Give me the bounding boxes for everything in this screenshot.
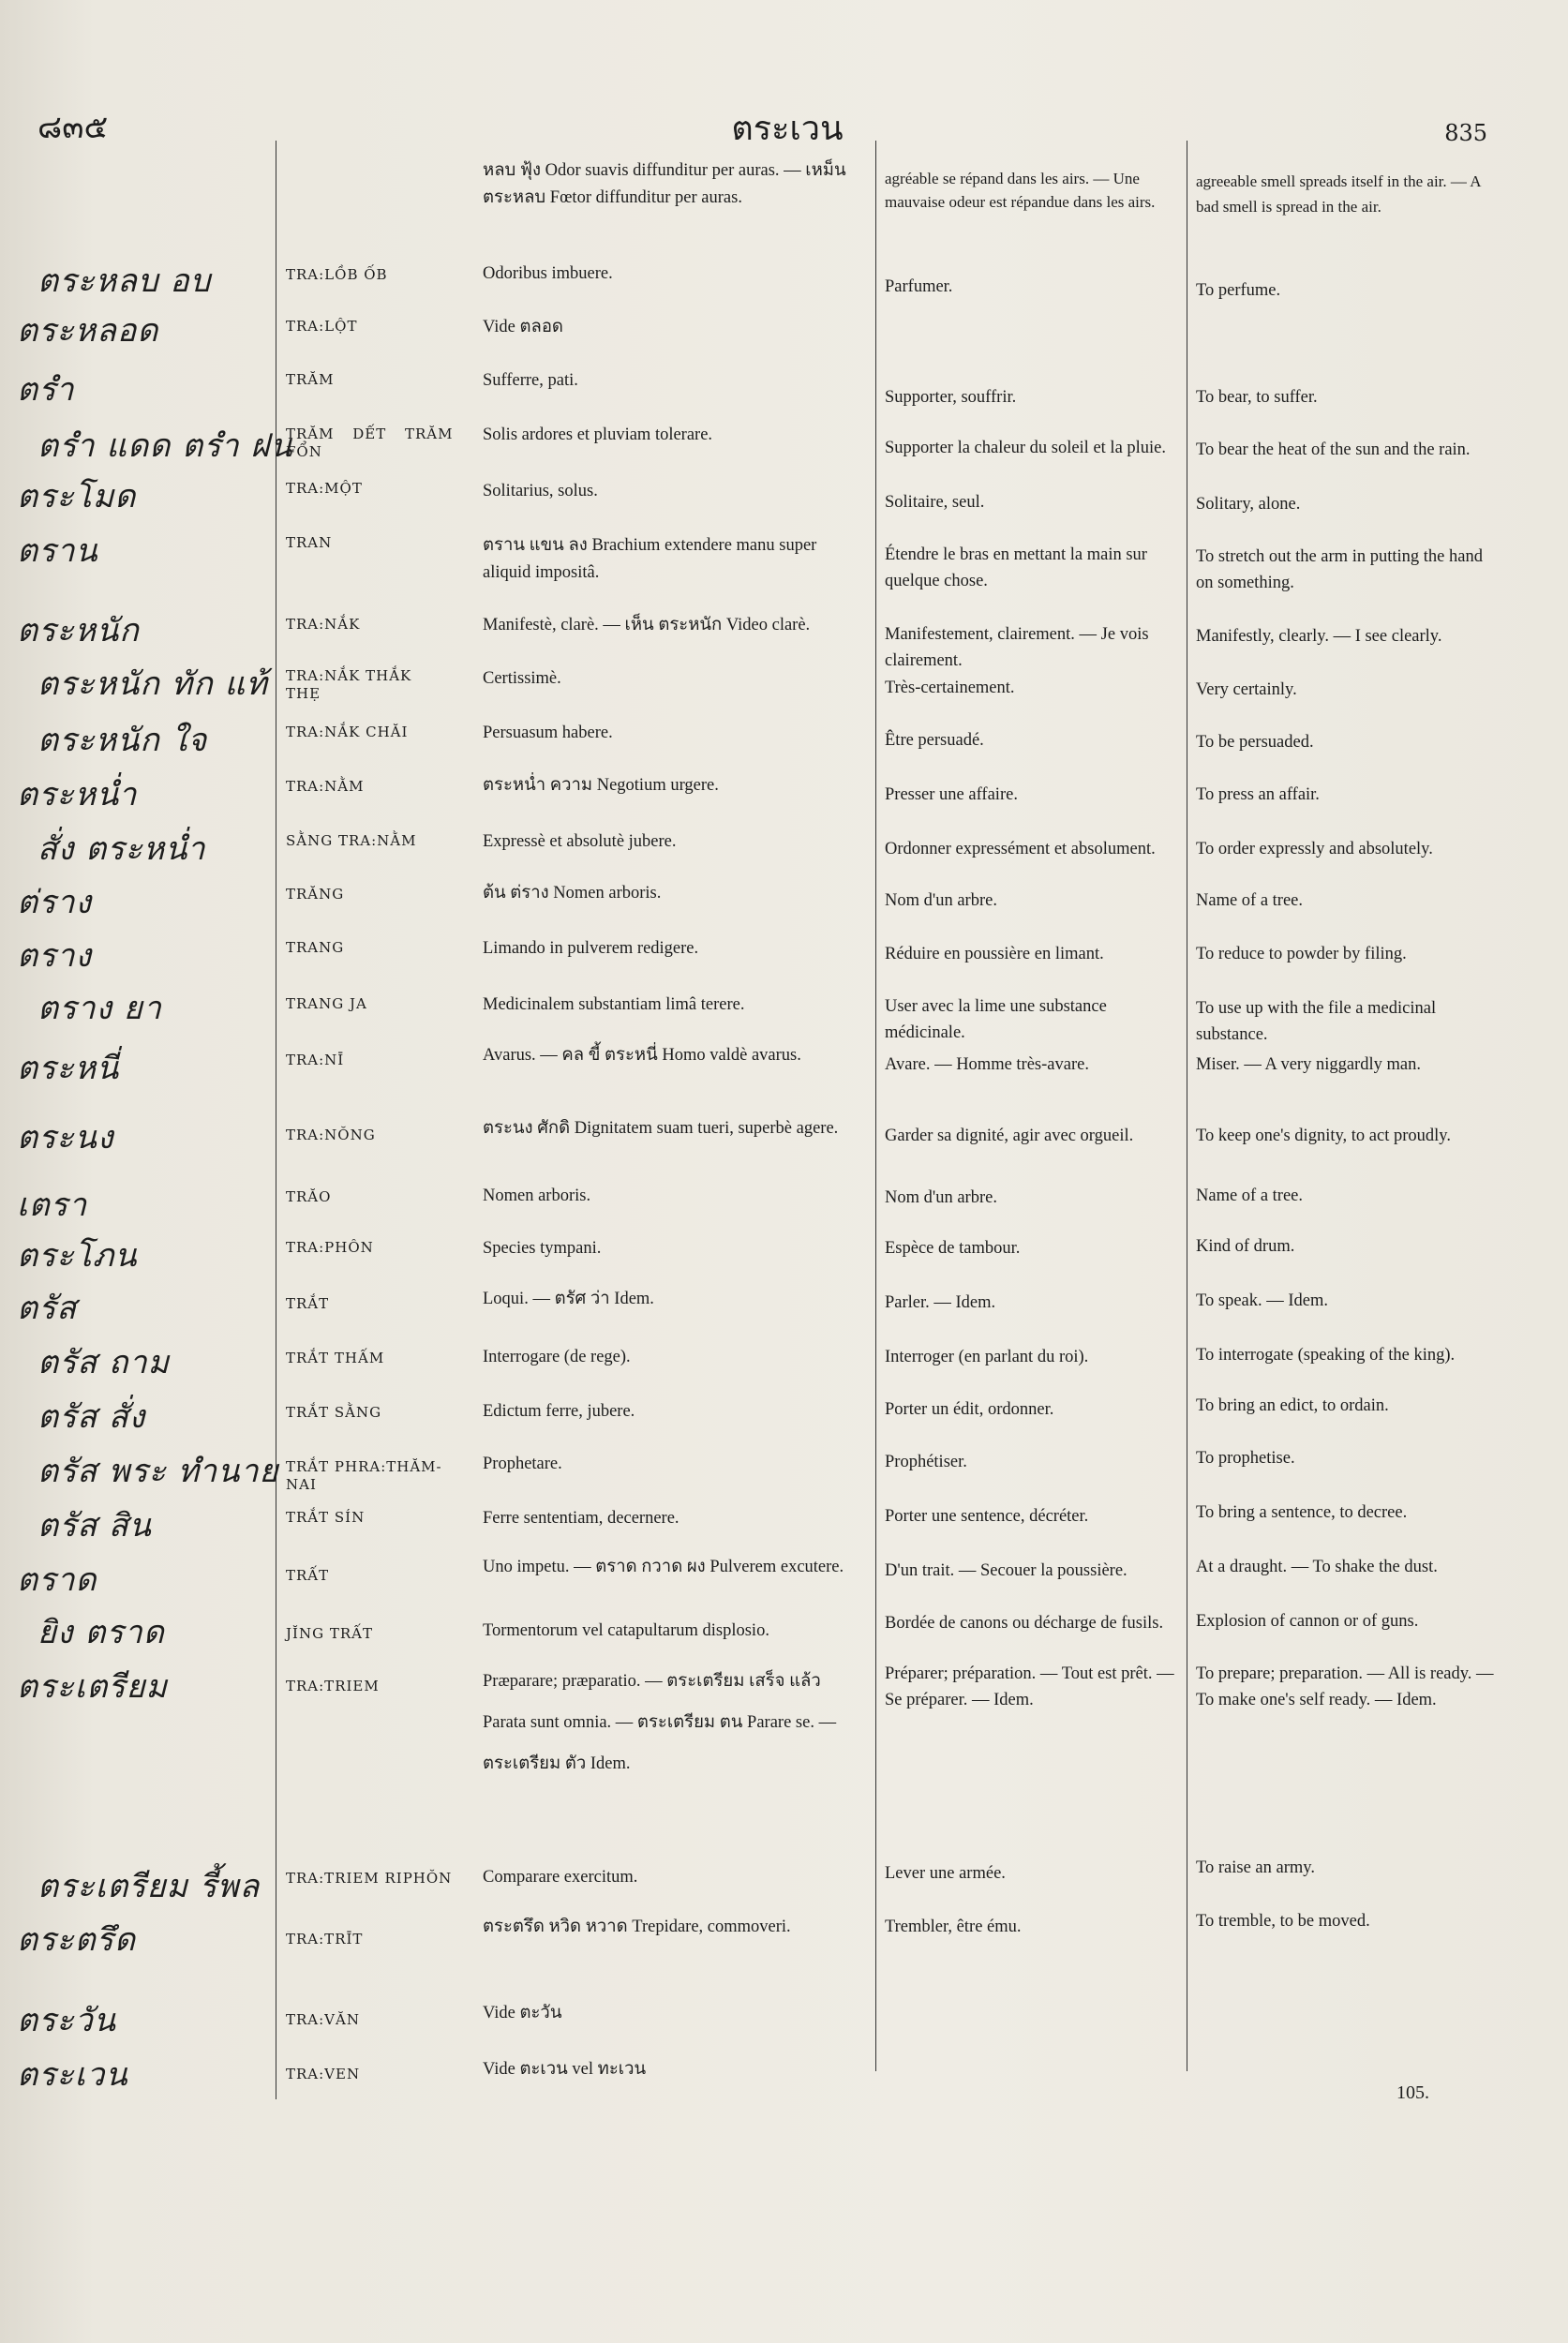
pronunciation: TRA:NẮK [286, 616, 361, 633]
thai-headword: ตระเตรียม [17, 1668, 168, 1706]
french-continuation: agréable se répand dans les airs. — Une mauvaise odeur est répandue dans les airs. [885, 170, 1156, 211]
latin-definition: Uno impetu. — ตราด กวาด ผง Pulverem excutere. [483, 1558, 844, 1576]
latin-definition: ตระหน่ำ ความ Negotium urgere. [483, 776, 719, 795]
thai-headword: ตระโภน [17, 1237, 138, 1275]
english-definition: To bring a sentence, to decree. [1196, 1503, 1408, 1522]
french-definition: Espèce de tambour. [885, 1239, 1021, 1258]
pronunciation: TRA:TRIEM RIPHŎN [286, 1870, 453, 1887]
latin-definition: Species tympani. [483, 1239, 602, 1258]
english-definition: To bear the heat of the sun and the rain. [1196, 440, 1471, 459]
pronunciation: TRA:NẮK CHĂI [286, 724, 409, 740]
thai-headword: ตระโมด [17, 478, 137, 515]
french-definition: Bordée de canons ou décharge de fusils. [885, 1614, 1164, 1633]
english-definition: Kind of drum. [1196, 1237, 1295, 1256]
french-definition: Interroger (en parlant du roi). [885, 1348, 1089, 1366]
pronunciation: TRA:VEN [286, 2066, 361, 2082]
english-definition: To keep one's dignity, to act proudly. [1196, 1127, 1451, 1145]
pronunciation: TRANG JA [286, 995, 367, 1012]
latin-definition: Prophetare. [483, 1455, 562, 1473]
pronunciation: SẰNG TRA:NẰM [286, 832, 417, 849]
latin-definition: Tormentorum vel catapultarum displosio. [483, 1621, 769, 1640]
pronunciation: TRA:NŎNG [286, 1127, 376, 1143]
french-definition: Avare. — Homme très-avare. [885, 1055, 1089, 1074]
latin-definition: Limando in pulverem redigere. [483, 939, 699, 958]
english-definition: To bear, to suffer. [1196, 388, 1318, 407]
french-definition: Étendre le bras en mettant la main sur quelque chose. [885, 545, 1147, 590]
latin-definition: Solitarius, solus. [483, 482, 598, 500]
french-definition: Trembler, être ému. [885, 1918, 1022, 1936]
english-definition: Very certainly. [1196, 680, 1297, 699]
latin-definition: Persuasum habere. [483, 724, 613, 742]
english-definition: Explosion of cannon or of guns. [1196, 1612, 1419, 1631]
running-headword: ตระเวน [731, 110, 844, 148]
latin-definition: Edictum ferre, jubere. [483, 1402, 635, 1421]
latin-definition: Ferre sententiam, decernere. [483, 1509, 679, 1528]
french-definition: Porter une sentence, décréter. [885, 1507, 1089, 1526]
latin-definition: Odoribus imbuere. [483, 264, 613, 283]
latin-definition: Medicinalem substantiam limâ terere. [483, 995, 745, 1014]
french-definition: Très-certainement. [885, 679, 1015, 697]
english-definition: To order expressly and absolutely. [1196, 840, 1433, 858]
latin-definition: Avarus. — คล ขี้ ตระหนี่ Homo valdè avarus. [483, 1046, 801, 1065]
french-definition: Presser une affaire. [885, 785, 1018, 804]
french-definition: Manifestement, clairement. — Je vois clairement. [885, 625, 1149, 670]
english-definition: To raise an army. [1196, 1858, 1315, 1877]
french-definition: Porter un édit, ordonner. [885, 1400, 1054, 1419]
pronunciation: TRA:MỘT [286, 480, 363, 497]
english-definition: To perfume. [1196, 281, 1281, 300]
pronunciation: TRA:NẰM [286, 778, 365, 795]
thai-headword: ตระหนัก [17, 612, 140, 649]
thai-headword: สั่ง ตระหน่ำ [37, 830, 206, 868]
thai-headword: ตระหนัก ทัก แท้ [37, 665, 268, 703]
english-definition: To be persuaded. [1196, 733, 1314, 752]
latin-definition: Manifestè, clarè. — เห็น ตระหนัก Video clarè. [483, 616, 811, 634]
french-definition: Être persuadé. [885, 731, 984, 750]
page-number: 835 [1444, 120, 1487, 146]
page-number-thai: ๘๓๕ [37, 109, 109, 146]
latin-definition: ตระตรึด หวิด หวาด Trepidare, commoveri. [483, 1918, 791, 1936]
english-definition: Manifestly, clearly. — I see clearly. [1196, 627, 1442, 646]
pronunciation: TRA:TRĪT [286, 1931, 364, 1948]
thai-headword: ตรัส สิน [37, 1507, 152, 1545]
french-definition: Solitaire, seul. [885, 493, 985, 512]
english-definition: To bring an edict, to ordain. [1196, 1396, 1389, 1415]
english-definition: To speak. — Idem. [1196, 1291, 1329, 1310]
english-definition: To press an affair. [1196, 785, 1320, 804]
latin-definition: ต้น ต่ราง Nomen arboris. [483, 884, 662, 903]
pronunciation: TRANG [286, 939, 345, 956]
french-definition: Supporter, souffrir. [885, 388, 1017, 407]
thai-headword: เตรา [17, 1186, 88, 1224]
latin-definition: Interrogare (de rege). [483, 1348, 631, 1366]
english-definition: At a draught. — To shake the dust. [1196, 1558, 1438, 1576]
pronunciation: TRA:VĂN [286, 2011, 360, 2028]
french-definition: Nom d'un arbre. [885, 891, 997, 910]
thai-headword: ตระตรึด [17, 1921, 137, 1959]
french-definition: Prophétiser. [885, 1453, 967, 1471]
thai-headword: ตระหนี่ [17, 1050, 120, 1087]
latin-definition: Solis ardores et pluviam tolerare. [483, 425, 713, 444]
thai-headword: ตราน [17, 532, 98, 570]
english-definition: To reduce to powder by filing. [1196, 945, 1407, 963]
thai-headword: ตรำ [17, 371, 75, 409]
pronunciation: JĬNG TRẤT [286, 1625, 373, 1642]
english-definition: To stretch out the arm in putting the hand on something. [1196, 547, 1483, 592]
french-definition: Parfumer. [885, 277, 953, 296]
pronunciation: TRĂM [286, 371, 335, 388]
english-continuation: agreeable smell spreads itself in the air. — A bad smell is spread in the air. [1196, 172, 1481, 216]
pronunciation: TRẮT SÍN [286, 1509, 366, 1526]
english-definition: To prophetise. [1196, 1449, 1295, 1468]
latin-continuation: หลบ ฟุ้ง Odor suavis diffunditur per auras. — เหม็น ตระหลบ Fœtor diffunditur per auras. [483, 161, 846, 207]
pronunciation: TRẮT SẰNG [286, 1404, 382, 1421]
french-definition: Supporter la chaleur du soleil et la pluie. [885, 439, 1167, 457]
latin-definition: Expressè et absolutè jubere. [483, 832, 677, 851]
latin-definition: Certissimè. [483, 669, 561, 688]
pronunciation: TRĂNG [286, 886, 345, 903]
thai-headword: ตระนง [17, 1119, 114, 1157]
pronunciation: TRẮT [286, 1295, 330, 1312]
pronunciation: TRA:LỘT [286, 318, 358, 335]
latin-definition: Vide ตะเวน vel ทะเวน [483, 2060, 647, 2079]
english-definition: Solitary, alone. [1196, 495, 1301, 514]
french-definition: Parler. — Idem. [885, 1293, 996, 1312]
latin-definition: Vide ตะวัน [483, 2004, 562, 2022]
french-definition: Ordonner expressément et absolument. [885, 840, 1156, 858]
thai-headword: ตรัส [17, 1290, 78, 1327]
thai-headword: ตระเวน [17, 2056, 128, 2094]
english-definition: To use up with the file a medicinal substance. [1196, 999, 1437, 1044]
thai-headword: ตราง ยา [37, 990, 162, 1027]
thai-headword: ตระหลบ อบ [37, 262, 212, 300]
thai-headword: ตระหลอด [17, 312, 159, 350]
thai-headword: ตราด [17, 1561, 97, 1599]
french-definition: Préparer; préparation. — Tout est prêt. — Se préparer. — Idem. [885, 1664, 1174, 1709]
english-definition: Name of a tree. [1196, 1186, 1304, 1205]
thai-headword: ตระหน่ำ [17, 776, 138, 813]
thai-headword: ต่ราง [17, 884, 93, 921]
latin-definition: Nomen arboris. [483, 1186, 591, 1205]
thai-headword: ยิง ตราด [37, 1614, 165, 1651]
pronunciation: TRAN [286, 534, 333, 551]
pronunciation: TRA:NẮK THẮK THẸ [286, 667, 412, 702]
pronunciation: TRĂM DẾT TRĂM FỔN [286, 425, 454, 460]
english-definition: To interrogate (speaking of the king). [1196, 1346, 1456, 1365]
thai-headword: ตรัส สั่ง [37, 1398, 146, 1436]
latin-definition: Vide ตลอด [483, 318, 563, 336]
latin-definition: ตระนง ศักดิ Dignitatem suam tueri, superbè agere. [483, 1119, 839, 1138]
french-definition: D'un trait. — Secouer la poussière. [885, 1561, 1127, 1580]
pronunciation: TRẮT PHRA:THĂM-NAI [286, 1458, 442, 1493]
french-definition: Lever une armée. [885, 1864, 1006, 1883]
french-definition: User avec la lime une substance médicinale. [885, 997, 1107, 1042]
thai-headword: ตรัส ถาม [37, 1344, 170, 1381]
thai-headword: ตรำ แดด ตรำ ฝน [37, 427, 293, 465]
english-definition: To prepare; preparation. — All is ready. — To make one's self ready. — Idem. [1196, 1664, 1494, 1709]
pronunciation: TRA:TRIEM [286, 1678, 380, 1694]
thai-headword: ตราง [17, 937, 93, 975]
pronunciation: TRẮT THẤM [286, 1350, 385, 1366]
thai-headword: ตระเตรียม รี้พล [37, 1868, 261, 1905]
french-definition: Garder sa dignité, agir avec orgueil. [885, 1127, 1134, 1145]
thai-headword: ตรัส พระ ทำนาย [37, 1453, 279, 1490]
latin-definition: Præparare; præparatio. — ตระเตรียม เสร็จ แล้ว Parata sunt omnia. — ตระเตรียม ตน Parare se. — ตระเตรียม ตัว Idem. [483, 1672, 837, 1773]
french-definition: Réduire en poussière en limant. [885, 945, 1104, 963]
pronunciation: TRA:NĪ [286, 1052, 345, 1068]
pronunciation: TRA:PHÔN [286, 1239, 374, 1256]
signature-mark: 105. [1396, 2082, 1429, 2103]
latin-definition: Comparare exercitum. [483, 1868, 638, 1887]
french-definition: Nom d'un arbre. [885, 1188, 997, 1207]
thai-headword: ตระวัน [17, 2002, 116, 2039]
english-definition: Miser. — A very niggardly man. [1196, 1055, 1421, 1074]
thai-headword: ตระหนัก ใจ [37, 722, 208, 759]
latin-definition: Sufferre, pati. [483, 371, 578, 390]
english-definition: Name of a tree. [1196, 891, 1304, 910]
pronunciation: TRA:LỒB ỐB [286, 266, 388, 283]
pronunciation: TRĂO [286, 1188, 332, 1205]
pronunciation: TRẤT [286, 1567, 330, 1584]
column-divider [875, 141, 876, 2071]
latin-definition: Loqui. — ตรัศ ว่า Idem. [483, 1290, 654, 1308]
latin-definition: ตราน แขน ลง Brachium extendere manu super aliquid impositâ. [483, 536, 817, 582]
english-definition: To tremble, to be moved. [1196, 1912, 1370, 1931]
